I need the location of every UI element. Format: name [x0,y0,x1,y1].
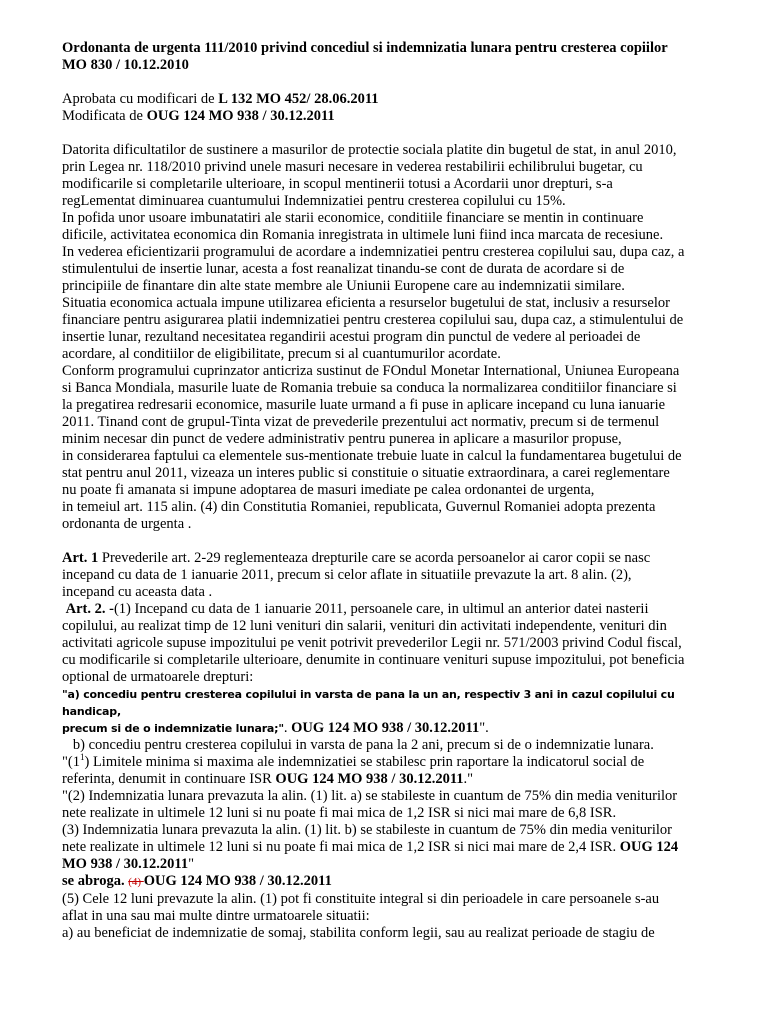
article-2-line: activitati agricole supuse impozitului pe venit potrivit prevederilor Legii nr. 571/2003 privind Codul fiscal, [62,635,682,651]
preamble-line: acordare, al conditiilor de eligibilitate, precum si al cuantumurilor acordate. [62,346,501,362]
superscript: 1 [80,752,85,763]
title-line-1: Ordonanta de urgenta 111/2010 privind concediul si indemnizatia lunara pentru cresterea copiilor [62,40,668,56]
preamble-line: financiare pentru asigurarea platii indemnizatiei pentru cresterea copilului sau, dupa caz, a stimulentului de [62,312,684,328]
preamble-line: stimulentului de insertie lunar, acesta a fost reanalizat tinandu-se cont de durata de acordare si de [62,261,625,277]
repeal-line [62,873,724,891]
approval-info [62,91,724,125]
article-2 [62,601,724,942]
preamble-line: in considerarea faptului ca elementele sus-mentionate trebuie luate in calcul la fundamentarea bugetului de [62,448,682,464]
preamble-line: Datorita dificultatilor de sustinere a masurilor de protectie sociala platite din bugetul de stat, in anul 2010, [62,142,677,158]
preamble-line: 2011. Tinand cont de grupul-Tinta vizat de prevederile prezentului act normativ, precum si de termenul [62,414,660,430]
article-1 [62,550,724,601]
preamble-line: minim necesar din punct de vedere administrativ pentru punerea in aplicare a masurilor propuse, [62,431,622,447]
preamble-line: Conform programului cuprinzator anticriza sustinut de FOndul Monetar International, Uniunea Europeana [62,363,680,379]
preamble-line: nu poate fi amanata si impune adoptarea de masuri imediate pe calea ordonantei de urgenta, [62,482,595,498]
preamble-line: la pregatirea redresarii economice, masurile luate urmand a fi puse in aplicare incepand cu luna ianuarie [62,397,666,413]
paragraph-3-line: MO 938 / 30.12.2011" [62,856,194,872]
preamble-line: principiile de finantare din alte state membre ale Uniunii Europene care au indemnizatii similare. [62,278,625,294]
preamble-line: In vederea eficientizarii programului de acordare a indemnizatiei pentru cresterea copilului sau, dupa caz, a [62,244,685,260]
article-2-line: cu modificarile si completarile ulterioare, denumite in continuare venituri supuse impozitului, pot beneficia [62,652,685,668]
article-1-line: incepand cu data de 1 ianuarie 2011, precum si celor aflate in situatiile prevazute la art. 8 alin. (2), [62,567,632,583]
amendment-a-text: precum si de o indemnizatie lunara;" [62,722,284,735]
article-2-line: copilului, au realizat timp de 12 luni venituri din salarii, venituri din activitati independente, venituri din [62,618,667,634]
amendment-a-tail: ". [479,720,489,736]
repeal-ref: OUG 124 MO 938 / 30.12.2011 [143,873,332,889]
paragraph-3-ref-cont: MO 938 / 30.12.2011 [62,856,189,872]
paragraph-5a-line: a) au beneficiat de indemnizatie de somaj, stabilita conform legii, sau au realizat perioade de stagiu de [62,925,655,941]
paragraph-b: b) concediu pentru cresterea copilului in varsta de pana la 2 ani, precum si de o indemnizatie lunara. [62,737,654,753]
title-line-2: MO 830 / 10.12.2010 [62,57,189,73]
paragraph-3-ref: OUG 124 [619,839,679,855]
article-2-line: optional de urmatoarele drepturi: [62,669,254,685]
approved-ref: L 132 MO 452/ 28.06.2011 [218,91,379,107]
article-1-label: Art. 1 [62,550,99,566]
amendment-a-separator: . [283,720,292,736]
preamble-line: stat pentru anul 2011, vizeaza un interes public si constituie o situatie extraordinara, a carei reglementare [62,465,670,481]
paragraph-2-line: nete realizate in ultimele 12 luni si nu poate fi mai mica de 1,2 ISR si nici mai mare de 6,8 ISR. [62,805,617,821]
paragraph-1-1-line: referinta, denumit in continuare ISR OUG 124 MO 938 / 30.12.2011." [62,771,474,787]
paragraph-3-line: (3) Indemnizatia lunara prevazuta la alin. (1) lit. b) se stabileste in cuantum de 75% din media veniturilor [62,822,672,838]
approved-prefix: Aprobata cu modificari de [62,91,219,107]
article-1-line [62,550,724,567]
amendment-a-line [62,720,724,737]
modified-prefix: Modificata de [62,108,147,124]
article-1-line: incepand cu aceasta data . [62,584,213,600]
article-1-text: Prevederile art. 2-29 reglementeaza drepturile care se acorda persoanelor ai caror copii se nasc [98,550,651,566]
preamble-line: in temeiul art. 115 alin. (4) din Constitutia Romaniei, republicata, Guvernul Romaniei adopta prezenta [62,499,656,515]
amendment-a-line: "a) concediu pentru cresterea copilului in varsta de pana la un an, respectiv 3 ani in cazul copilului cu handicap, [62,688,675,718]
preamble-line: ordonanta de urgenta . [62,516,192,532]
paragraph-3-line: nete realizate in ultimele 12 luni si nu poate fi mai mica de 1,2 ISR si nici mai mare de 2,4 ISR. OUG 124 [62,839,679,855]
document-title [62,40,724,74]
preamble-line: prin Legea nr. 118/2010 privind unele masuri necesare in vederea restabilirii echilibrului bugetar, cu [62,159,643,175]
preamble-line: si Banca Mondiala, masurile luate de Romania trebuie sa conduca la normalizarea conditiilor financiare si [62,380,677,396]
repeal-label: se abroga. [62,873,129,889]
amendment-a-ref: OUG 124 MO 938 / 30.12.2011 [291,720,480,736]
preamble-line: Situatia economica actuala impune utilizarea eficienta a resurselor bugetului de stat, inclusiv a resurselor [62,295,670,311]
preamble-line: insertie lunar, rezultand necesitatea regandirii acestui program din punctul de vedere al perioadei de [62,329,641,345]
article-2-text: (1) Incepand cu data de 1 ianuarie 2011, persoanele care, in ultimul an anterior datei nasterii [113,601,649,617]
article-2-line [62,601,724,618]
article-2-label: Art. 2. - [65,601,114,617]
repealed-paragraph: (4) [128,876,144,888]
preamble-line: In pofida unor usoare imbunatatiri ale starii economice, conditiile financiare se mentin in continuare [62,210,644,226]
preamble-line: regLementat diminuarea cuantumului Indemnizatiei pentru cresterea copilului cu 15%. [62,193,566,209]
preamble-line: modificarile si completarile ulterioare, in scopul mentinerii totusi a Acordarii unor drepturi, s-a [62,176,613,192]
modified-ref: OUG 124 MO 938 / 30.12.2011 [146,108,335,124]
paragraph-1-1: "$(1^1)$ Limitele minima si maxima ale indemnizatiei se stabilesc prin raportare la indicatorul social de [62,752,645,770]
paragraph-5-line: (5) Cele 12 luni prevazute la alin. (1) pot fi constituite integral si din perioadele in care persoanele s-au [62,891,660,907]
paragraph-2-line: "(2) Indemnizatia lunara prevazuta la alin. (1) lit. a) se stabileste in cuantum de 75% din media veniturilor [62,788,678,804]
paragraph-1-1-ref: OUG 124 MO 938 / 30.12.2011 [275,771,464,787]
paragraph-5-line: aflat in una sau mai multe dintre urmatoarele situatii: [62,908,370,924]
preamble-line: dificile, activitatea economica din Romania inregistrata in ultimele luni fiind inca marcata de recesiune. [62,227,664,243]
preamble [62,142,724,533]
